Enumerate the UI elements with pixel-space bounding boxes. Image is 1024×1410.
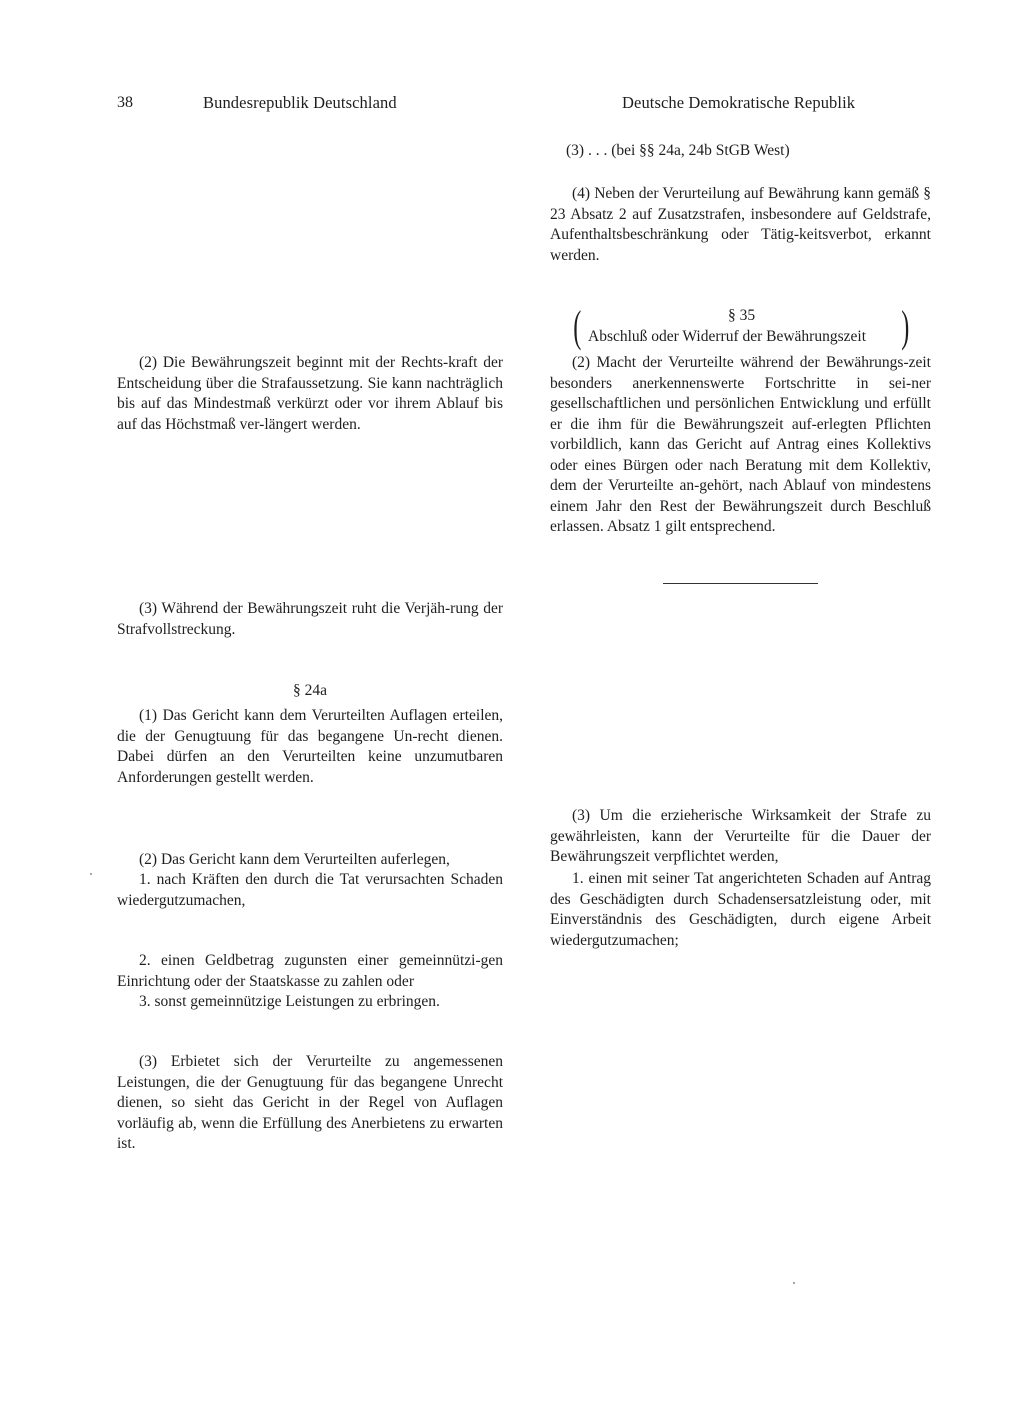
s24a-item-1: 1. nach Kräften den durch die Tat verursachten Schaden wiedergutzumachen,	[117, 871, 503, 909]
header-right-title: Deutsche Demokratische Republik	[622, 93, 856, 112]
scan-speck	[90, 873, 92, 875]
section-35-heading	[573, 302, 910, 351]
section-divider-rule	[663, 583, 818, 584]
s24a-item-3: 3. sonst gemeinnützige Leistungen zu erbringen.	[139, 993, 440, 1010]
s24a-paragraph-2-intro: (2) Das Gericht kann dem Verurteilten auferlegen,	[139, 851, 450, 868]
left-paragraph-3: (3) Während der Bewährungszeit ruht die Verjäh-rung der Strafvollstreckung.	[117, 600, 503, 638]
section-number-35: § 35	[727, 307, 756, 324]
right-item-1: 1. einen mit seiner Tat angerichteten Schaden auf Antrag des Geschädigten durch Schadensersatzleistung oder, mit Einverständnis des Geschädigten, durch eigene Arbeit wiedergutzumachen;	[550, 870, 931, 949]
page-number: 38	[117, 94, 133, 111]
s24a-paragraph-3: (3) Erbietet sich der Verurteilte zu angemessenen Leistungen, die der Genugtuung für das begangene Unrecht dienen, so sieht das Gericht in der Regel von Auflagen vorläufig ab, wenn die Erfüllung des Anerbietens zu erwarten ist.	[117, 1053, 503, 1152]
s24a-item-2: 2. einen Geldbetrag zugunsten einer gemeinnützi-gen Einrichtung oder der Staatskasse zu zahlen oder	[117, 952, 503, 990]
section-35-title: Abschluß oder Widerruf der Bewährungszeit	[588, 328, 867, 345]
right-paragraph-3-education: (3) Um die erzieherische Wirksamkeit der Strafe zu gewährleisten, kann der Verurteilte für die Dauer der Bewährungszeit verpflichtet werden,	[550, 807, 931, 865]
scan-speck	[793, 1282, 795, 1284]
right-paragraph-4: (4) Neben der Verurteilung auf Bewährung kann gemäß § 23 Absatz 2 auf Zusatzstrafen, insbesondere auf Geldstrafe, Aufenthaltsbeschränkung oder Tätig-keitsverbot, erkannt werden.	[550, 185, 931, 264]
s35-paragraph-2: (2) Macht der Verurteilte während der Bewährungs-zeit besonders anerkennenswerte Fortschritte in sei-ner gesellschaftlichen und persönlichen Entwicklung und erfüllt er die ihm für die Bewährungszeit auf-erlegten Pflichten vorbildlich, kann das Gericht auf Antrag eines Kollektivs oder eines Bürgen oder nach Beratung mit dem Kollektiv, dem der Verurteilte an-gehört, nach Ablauf von mindestens einem Jahr den Rest der Bewährungszeit durch Beschluß erlassen. Absatz 1 gilt entsprechend.	[550, 354, 931, 535]
close-bracket: )	[901, 302, 910, 351]
left-paragraph-2: (2) Die Bewährungszeit beginnt mit der Rechts-kraft der Entscheidung über die Strafaussetzung. Sie kann nachträglich bis auf das Mindestmaß verkürzt oder vor ihrem Ablauf bis auf das Höchstmaß ver-längert werden.	[117, 354, 503, 433]
open-bracket: (	[573, 302, 582, 351]
right-paragraph-3-reference: (3) . . . (bei §§ 24a, 24b StGB West)	[566, 142, 790, 159]
header-left-title: Bundesrepublik Deutschland	[203, 93, 397, 112]
s24a-paragraph-1: (1) Das Gericht kann dem Verurteilten Auflagen erteilen, die der Genugtuung für das begangene Un-recht dienen. Dabei dürfen an den Verurteilten keine unzumutbaren Anforderungen gestellt werden.	[117, 707, 503, 786]
section-heading-24a: § 24a	[292, 682, 327, 699]
